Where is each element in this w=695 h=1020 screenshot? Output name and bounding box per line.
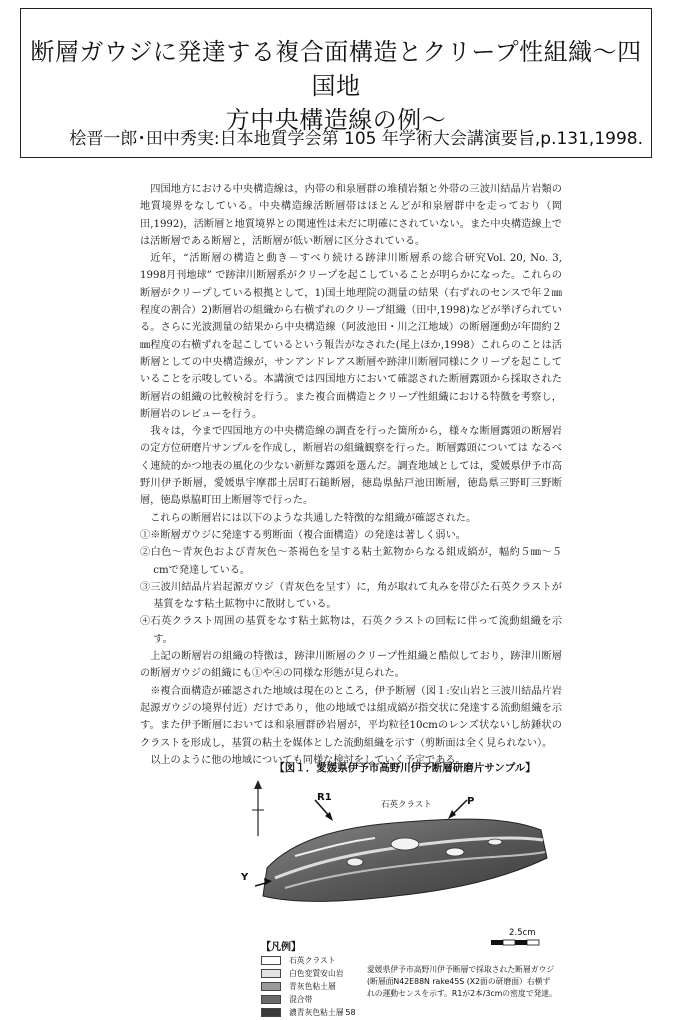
- header-box: [20, 8, 652, 158]
- citation: 桧晋一郎･田中秀実:日本地質学会第 105 年学術大会講演要旨,p.131,1998.: [69, 129, 643, 149]
- list-item: [140, 544, 562, 579]
- legend: [261, 954, 344, 1019]
- legend-label: 濃青灰色粘土層: [289, 1008, 344, 1017]
- scale-bar: [491, 938, 551, 948]
- label-y: Y: [241, 872, 249, 883]
- legend-label: 混合帯: [289, 995, 313, 1004]
- paragraph: 上記の断層岩の組織の特徴は，跡津川断層のクリープ性組織と酷似しており，跡津川断層の断層ガウジの組織にも①や④の同様な形態が見られた。: [140, 651, 562, 680]
- legend-row: [261, 954, 344, 967]
- paper-title: [21, 35, 651, 137]
- item-number: ③: [140, 581, 151, 593]
- item-number: ②: [140, 547, 151, 559]
- legend-label: 白色変質安山岩: [289, 969, 344, 978]
- legend-label: 石英クラスト: [289, 956, 336, 965]
- figure-caption: 愛媛県伊予市高野川伊予断層で採取された断層ガウジ(断層面N42E88N rake45S (X2面の研磨面）右横ずれの運動センスを示す。R1が2本/3cmの密度で発達。: [367, 965, 557, 998]
- list-item: [140, 579, 562, 614]
- paragraph: これらの断層岩には以下のような共通した特徴的な組織が確認された。: [150, 512, 477, 524]
- label-quartz-clast: 石英クラスト: [381, 800, 432, 810]
- figure-title: 【図１．愛媛県伊予市高野川伊予断層研磨片サンプル】: [274, 762, 536, 774]
- legend-row: [261, 993, 344, 1006]
- paragraph: 以上のように他の地域についても同様な検討をしていく予定である。: [150, 754, 466, 766]
- item-number: ①: [140, 529, 151, 541]
- legend-swatch: [261, 969, 281, 978]
- legend-swatch: [261, 995, 281, 1004]
- item-text: ※断層ガウジに発達する剪断面（複合面構造）の発達は著しく弱い。: [150, 529, 466, 541]
- list-item: [140, 527, 562, 544]
- item-text: 白色～青灰色および青灰色～茶褐色を呈する粘土鉱物からなる組成縞が，幅約５㎜～５cmで発達している。: [150, 547, 562, 576]
- item-number: ④: [140, 616, 151, 628]
- legend-swatch: [261, 1008, 281, 1017]
- paragraph: 我々は，今まで四国地方の中央構造線の調査を行った箇所から，様々な断層露頭の断層岩の定方位研磨片サンプルを作成し，断層岩の組織観察を行った。断層露頭については なるべく連続的かつ地表の風化の少ない新鮮な露頭を選んだ。調査地域としては，愛媛県伊予市高野川伊予断層，愛媛県宇摩郡土居町石鎚断層，徳島県鮎戸池田断層，徳島県三野町三野断層，徳島県脇町田上断層等で行った。: [140, 426, 562, 507]
- paragraph: 四国地方における中央構造線は，内帯の和泉層群の堆積岩類と外帯の三波川結晶片岩類の地質境界をなしている。中央構造線活断層帯はほとんどが和泉層群中を走っており（岡田,1992)，活断層と地質境界との関連性は未だに明確にされていない。また中央構造線上では活断層である断層と，活断層が低い断層に区分されている。: [140, 184, 562, 247]
- label-r1: R1: [317, 792, 332, 803]
- legend-title: 【凡例】: [261, 942, 301, 953]
- item-text: 三波川結晶片岩起源ガウジ（青灰色を呈す）に，角が取れて丸みを帯びた石英クラストが基質をなす粘土鉱物中に散財している。: [150, 581, 562, 611]
- legend-swatch: [261, 956, 281, 965]
- legend-row: [261, 1006, 344, 1019]
- article-body: [140, 181, 562, 769]
- legend-row: [261, 967, 344, 980]
- item-text: 石英クラスト周囲の基質をなす粘土鉱物は，石英クラストの回転に伴って流動組織を示す。: [150, 616, 562, 645]
- title-line-1: 断層ガウジに発達する複合面構造とクリープ性組織～四国地: [30, 38, 642, 100]
- scale-label: 2.5cm: [509, 928, 536, 938]
- paragraph: ※複合面構造が確認された地域は現在のところ，伊予断層（図１:安山岩と三波川結晶片岩起源ガウジの境界付近）だけであり，他の地域では組成縞が指交状に発達する流動組織を示す。また伊予断層においては和泉層群砂岩層が，平均粒径10cmのレンズ状ないし紡錘状のクラストを形成し，基質の粘土を媒体とした流動組織を示す（剪断面は全く見られない）。: [140, 685, 562, 749]
- legend-label: 青灰色粘土層: [289, 982, 336, 991]
- figure-1: [241, 760, 557, 1020]
- legend-swatch: [261, 982, 281, 991]
- paragraph: 近年，“活断層の構造と動き－すべり続ける跡津川断層系の総合研究Vol. 20, No. 3, 1998月刊地球” で跡津川断層系がクリープを起こしていることが明らかになった。これらの断層がクリープしている根拠として，1)国土地理院の測量の結果（右ずれのセンスで年２㎜程度の割合）2)断層岩の組織から右横ずれのクリープ組織（田中,1998)などが挙げられている。さらに光波測量の結果から中央構造線（阿波池田・川之江地域）の断層運動が年間約２㎜程度の右横ずれを起こしているという報告がなされた(尾上ほか,1998）これらのことは活断層としての中央構造線が，サンアンドレアス断層や跡津川断層同様にクリープを起こしていることを示唆している。本講演では四国地方において確認された断層露頭から採取された断層岩の組織の比較検討を行う。また複合面構造とクリープ性組織における特徴を考察し，断層岩のレビューを行う。: [140, 253, 562, 420]
- title-line-2: 方中央構造線の例～: [225, 106, 447, 134]
- label-p: P: [467, 796, 475, 807]
- page-number: - 58: [340, 1008, 356, 1017]
- list-item: [140, 613, 562, 648]
- legend-row: [261, 980, 344, 993]
